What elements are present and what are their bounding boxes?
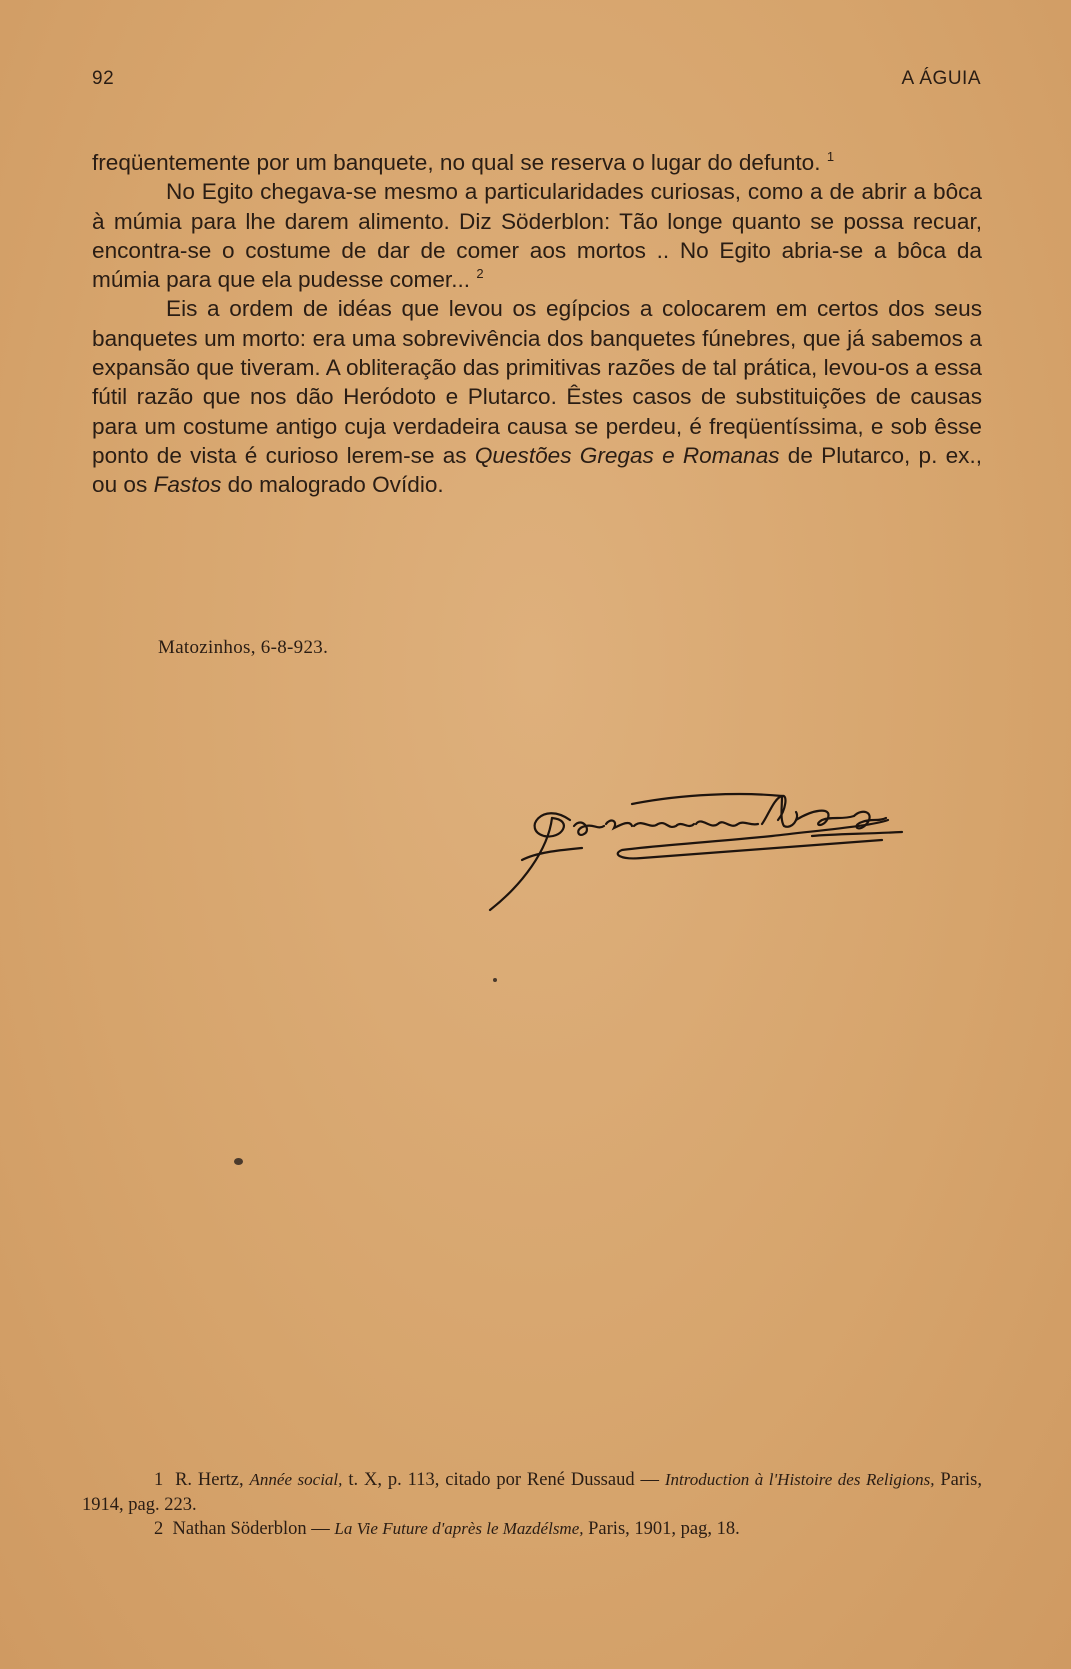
footnotes (82, 1468, 982, 1542)
handwritten-signature (482, 790, 972, 920)
signature-drawing (482, 790, 972, 920)
paper-speck (234, 1158, 243, 1165)
paragraph-3: Eis a ordem de idéas que levou os egípcios a colocarem em certos dos seus banquetes um morto: era uma sobrevivência dos banquetes fúnebres, que já sabemos a expansão que tiveram. A obliteração das primitivas razões de tal prática, levou-os a essa fútil razão que nos dão Heródoto e Plutarco. Êstes casos de substituições de causas para um costume antigo cuja verdadeira causa se perdeu, é freqüentíssima, e sob êsse ponto de vista é curioso lerem-se as Questões Gregas e Romanas de Plutarco, p. ex., ou os Fastos do malogrado Ovídio. (92, 296, 983, 498)
footnote-2: 2 Nathan Söderblon — La Vie Future d'après le Mazdélsme, Paris, 1901, pag, 18. (154, 1519, 740, 1539)
paragraph-2: No Egito chegava-se mesmo a particularidades curiosas, como a de abrir a bôca à múmia para lhe darem alimento. Diz Söderblon: Tão longe quanto se possa recuar, encontra-se o costume de dar de comer aos mortos .. No Egito abria-se a bôca da múmia para que ela pudesse comer... $^2$ (92, 179, 982, 293)
place-and-date: Matozinhos, 6-8-923. (158, 637, 329, 658)
footnote-ref-1: 1 (826, 149, 835, 164)
main-text (92, 148, 982, 500)
paper-speck (493, 978, 497, 982)
work-title-questoes: Questões Gregas e Romanas (474, 442, 780, 468)
footnote-1: 1 R. Hertz, Année social, t. X, p. 113, citado por René Dussaud — Introduction à l'Histoire des Religions, Paris, 1914, pag. 223. (82, 1470, 982, 1515)
work-title-fastos: Fastos (153, 472, 222, 498)
paragraph-1: freqüentemente por um banquete, no qual se reserva o lugar do defunto. $^1$ (92, 149, 835, 175)
running-header (92, 68, 981, 98)
page-number: 92 (92, 68, 115, 89)
journal-title: A ÁGUIA (901, 68, 981, 89)
footnote-ref-2: 2 (476, 266, 484, 282)
